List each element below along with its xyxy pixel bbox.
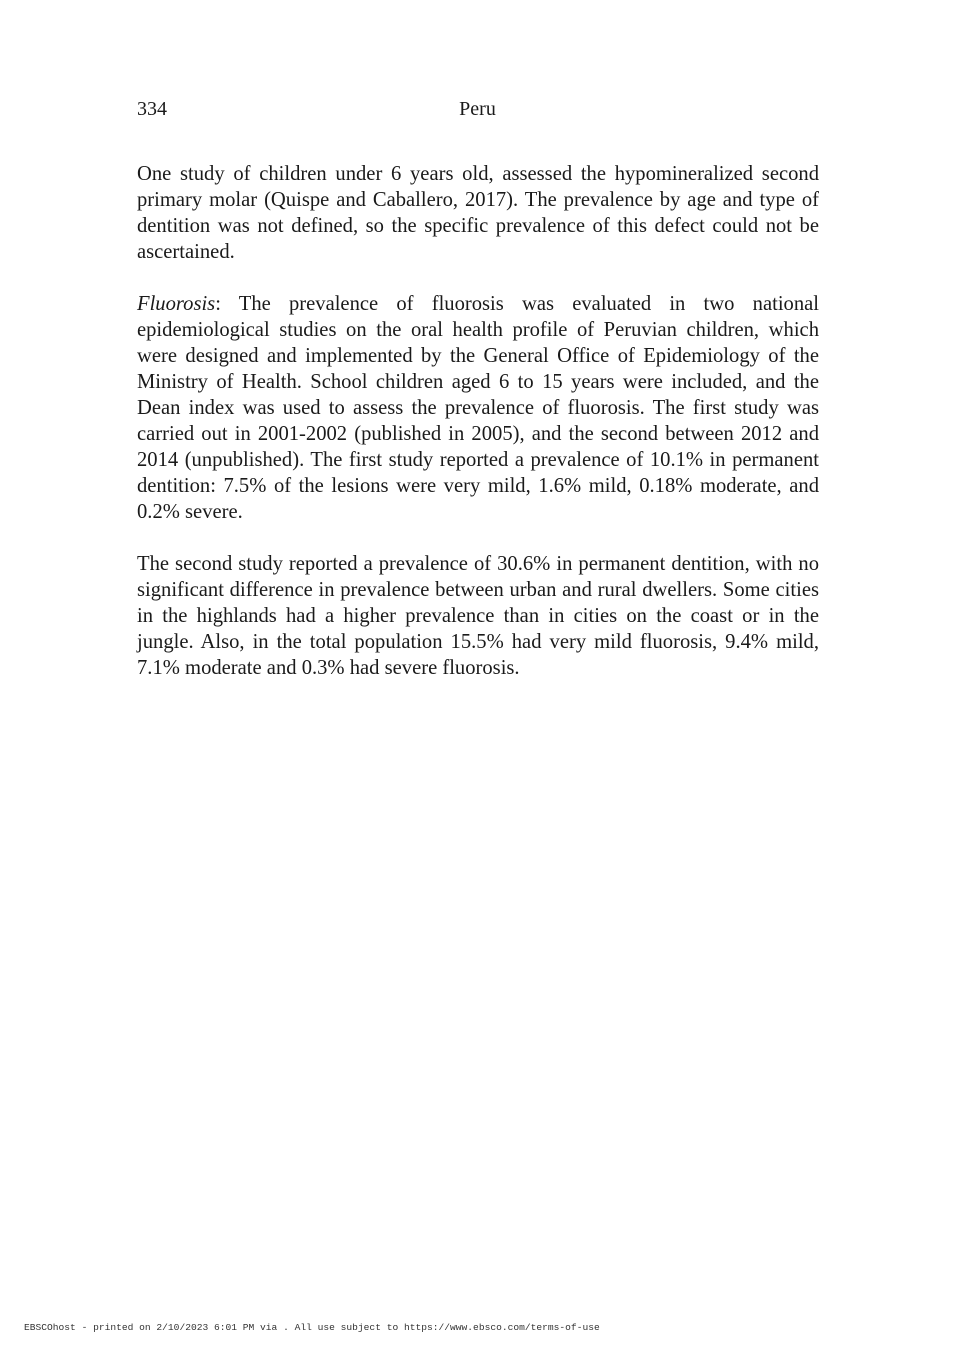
fluorosis-heading: Fluorosis	[137, 293, 216, 315]
body-text	[137, 161, 819, 707]
running-title: Peru	[459, 98, 496, 120]
page-number: 334	[137, 98, 167, 120]
paragraph-second-study: The second study reported a prevalence of 30.6% in permanent dentition, with no significant difference in prevalence between urban and rural dwellers. Some cities in the highlands had a higher prevalence than in cities on the coast or in the jungle. Also, in the total population 15.5% had very mild fluorosis, 9.4% mild, 7.1% moderate and 0.3% had severe fluorosis.	[137, 553, 819, 679]
paragraph-hypomineralized-molar: One study of children under 6 years old, assessed the hypomineralized second primary molar (Quispe and Caballero, 2017). The prevalence by age and type of dentition was not defined, so the specific prevalence of this defect could not be ascertained.	[137, 163, 819, 263]
fluorosis-paragraph-text: : The prevalence of fluorosis was evaluated in two national epidemiological studies on the oral health profile of Peruvian children, which were designed and implemented by the General Office of Epidemiology of the Ministry of Health. School children aged 6 to 15 years were included, and the Dean index was used to assess the prevalence of fluorosis. The first study was carried out in 2001-2002 (published in 2005), and the second between 2012 and 2014 (unpublished). The first study reported a prevalence of 10.1% in permanent dentition: 7.5% of the lesions were very mild, 1.6% mild, 0.18% moderate, and 0.2% severe.	[137, 293, 819, 523]
ebsco-print-footer: EBSCOhost - printed on 2/10/2023 6:01 PM via . All use subject to https://www.ebsco.com/terms-of-use	[24, 1322, 600, 1333]
paragraph-fluorosis-studies	[137, 291, 819, 525]
